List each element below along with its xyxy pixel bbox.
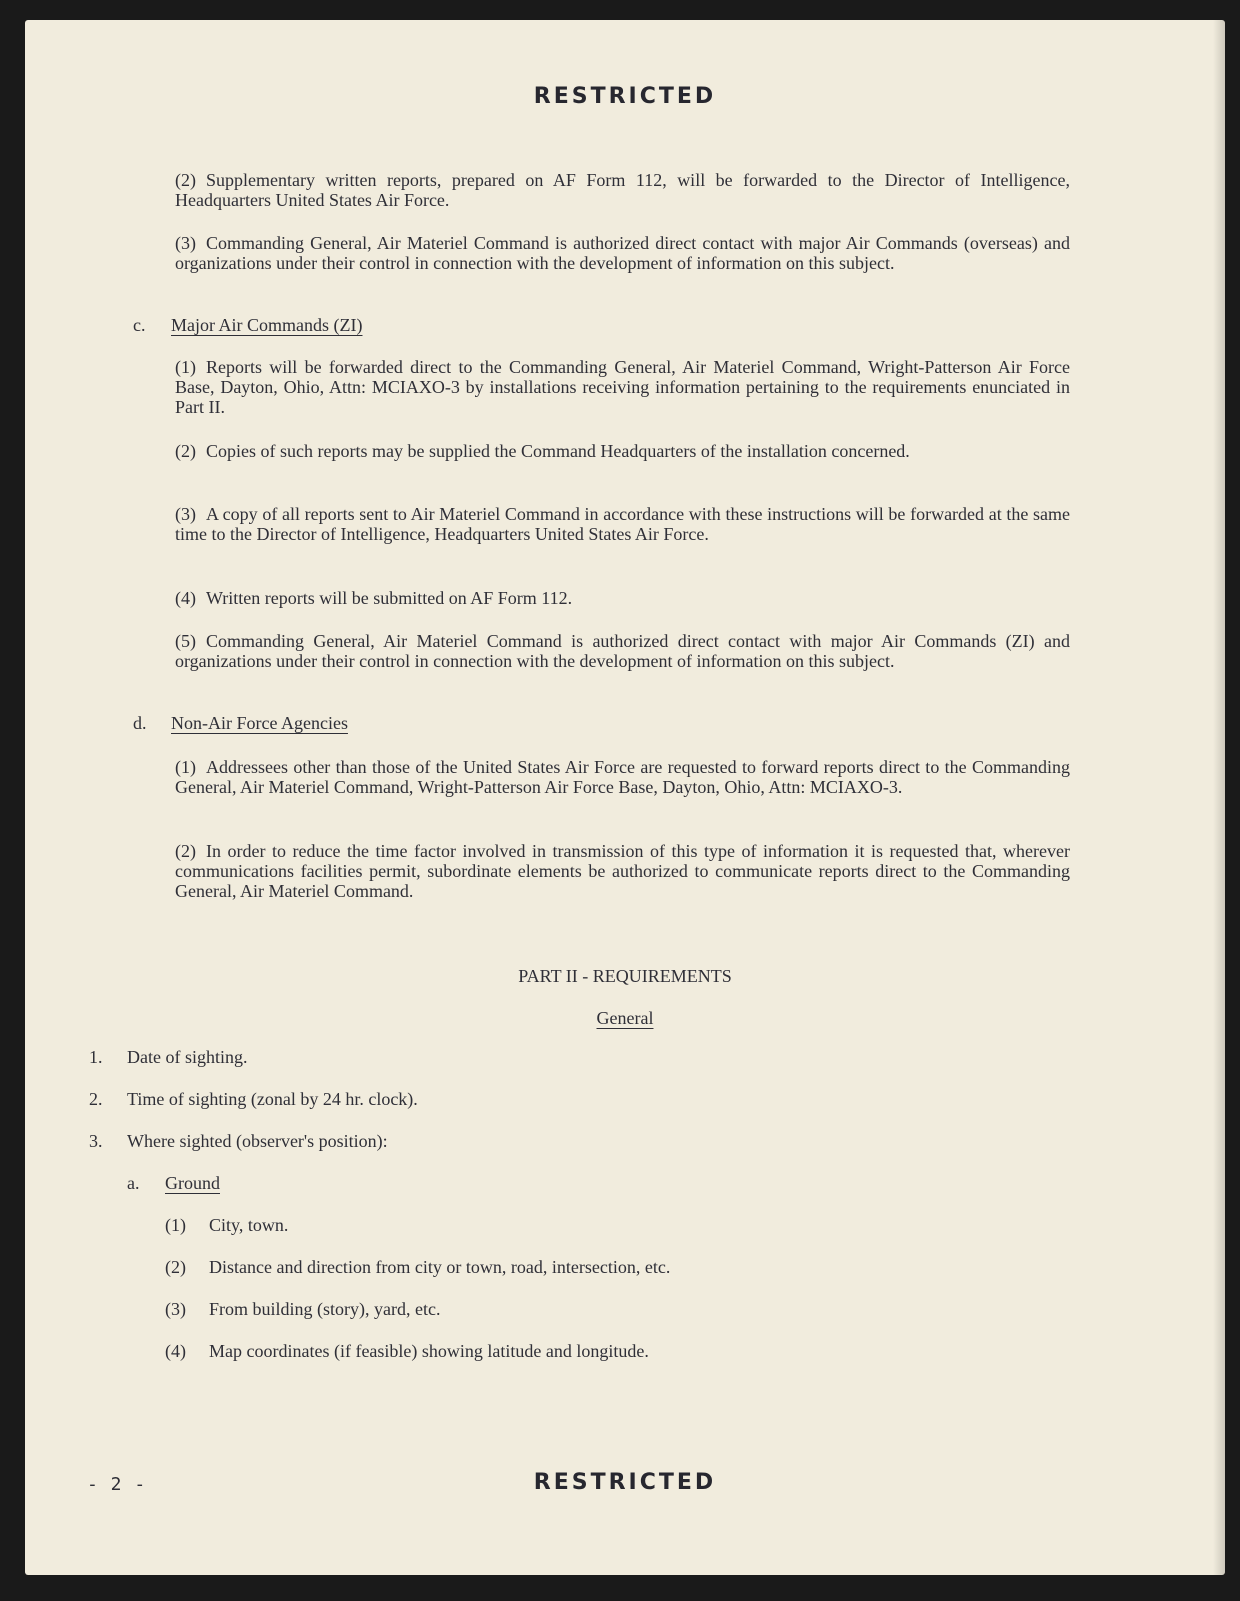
paragraph-c-5 bbox=[175, 631, 1070, 671]
ground-item-4 bbox=[165, 1341, 649, 1361]
part-subheading bbox=[25, 1008, 1225, 1028]
ground-item-1 bbox=[165, 1215, 288, 1235]
requirement-item-2 bbox=[89, 1089, 418, 1109]
paragraph-text: Commanding General, Air Materiel Command is authorized direct contact with major Air Commands (ZI) and organizations under their control in connection with the development of information on this subject. bbox=[175, 631, 1070, 671]
subheading-text: General bbox=[596, 1008, 654, 1028]
paragraph-text: Supplementary written reports, prepared on AF Form 112, will be forwarded to the Director of Intelligence, Headquarters United States Air Force. bbox=[175, 170, 1070, 210]
paragraph-text: Written reports will be submitted on AF Form 112. bbox=[206, 588, 573, 608]
item-number: 2. bbox=[89, 1089, 103, 1109]
page-number: - 2 - bbox=[87, 1474, 147, 1495]
section-letter: c. bbox=[133, 315, 146, 335]
item-text: Date of sighting. bbox=[127, 1047, 248, 1067]
document-page bbox=[25, 20, 1225, 1575]
item-text: Map coordinates (if feasible) showing latitude and longitude. bbox=[209, 1341, 649, 1361]
paragraph-text: Addressees other than those of the United States Air Force are requested to forward reports direct to the Commanding General, Air Materiel Command, Wright-Patterson Air Force Base, Dayton, Ohio, Attn: MCIAXO-3. bbox=[175, 757, 1070, 797]
paragraph-text: Reports will be forwarded direct to the Commanding General, Air Materiel Command, Wright-Patterson Air Force Base, Dayton, Ohio, Attn: MCIAXO-3 by installations receiving information pertaining to the requirements enunciated in Part II. bbox=[175, 357, 1070, 417]
paragraph-number: (2) bbox=[175, 841, 196, 861]
part-heading: PART II - REQUIREMENTS bbox=[518, 966, 732, 986]
paragraph-number: (2) bbox=[175, 170, 196, 190]
paragraph-number: (5) bbox=[175, 631, 196, 651]
item-letter: a. bbox=[127, 1173, 140, 1193]
item-number: 3. bbox=[89, 1131, 103, 1151]
requirement-item-1 bbox=[89, 1047, 247, 1067]
item-text: Where sighted (observer's position): bbox=[127, 1131, 388, 1151]
paragraph-text: Copies of such reports may be supplied the Command Headquarters of the installation concerned. bbox=[206, 441, 910, 461]
paragraph-d-2 bbox=[175, 841, 1070, 901]
section-title: Major Air Commands (ZI) bbox=[171, 315, 363, 335]
section-letter: d. bbox=[133, 713, 147, 733]
paragraph-number: (1) bbox=[175, 757, 196, 777]
paragraph-number: (3) bbox=[175, 233, 196, 253]
footer-classification: RESTRICTED bbox=[533, 1470, 717, 1495]
paragraph-text: In order to reduce the time factor involved in transmission of this type of information it is requested that, wherever communications facilities permit, subordinate elements be authorized to communicate reports direct to the Commanding General, Air Materiel Command. bbox=[175, 841, 1070, 901]
ground-title: Ground bbox=[165, 1173, 220, 1193]
paragraph-c-2 bbox=[175, 441, 1070, 461]
item-text: City, town. bbox=[209, 1215, 289, 1235]
paragraph-number: (4) bbox=[175, 588, 196, 608]
paragraph-c-4 bbox=[175, 588, 1070, 608]
item-text: From building (story), yard, etc. bbox=[209, 1299, 441, 1319]
item-text: Time of sighting (zonal by 24 hr. clock). bbox=[127, 1089, 418, 1109]
item-number: (2) bbox=[165, 1257, 186, 1277]
section-title: Non-Air Force Agencies bbox=[171, 713, 348, 733]
paragraph-number: (3) bbox=[175, 504, 196, 524]
ground-item-2 bbox=[165, 1257, 670, 1277]
paragraph-number: (1) bbox=[175, 357, 196, 377]
item-number: (4) bbox=[165, 1341, 186, 1361]
item-number: 1. bbox=[89, 1047, 103, 1067]
item-number: (3) bbox=[165, 1299, 186, 1319]
paragraph-number: (2) bbox=[175, 441, 196, 461]
paragraph-text: Commanding General, Air Materiel Command is authorized direct contact with major Air Commands (overseas) and organizations under their control in connection with the development of information on this subject. bbox=[175, 233, 1070, 273]
paragraph-c-1 bbox=[175, 357, 1070, 417]
paragraph-text: A copy of all reports sent to Air Materiel Command in accordance with these instructions will be forwarded at the same time to the Director of Intelligence, Headquarters United States Air Force. bbox=[175, 504, 1070, 544]
item-text: Distance and direction from city or town, road, intersection, etc. bbox=[209, 1257, 671, 1277]
item-number: (1) bbox=[165, 1215, 186, 1235]
header-classification: RESTRICTED bbox=[533, 84, 717, 109]
paragraph-b-2 bbox=[175, 170, 1070, 210]
requirement-item-3 bbox=[89, 1131, 388, 1151]
section-c-heading bbox=[133, 315, 362, 335]
ground-item-3 bbox=[165, 1299, 440, 1319]
paragraph-d-1 bbox=[175, 757, 1070, 797]
ground-heading bbox=[127, 1173, 220, 1193]
section-d-heading bbox=[133, 713, 348, 733]
paragraph-b-3 bbox=[175, 233, 1070, 273]
paragraph-c-3 bbox=[175, 504, 1070, 544]
